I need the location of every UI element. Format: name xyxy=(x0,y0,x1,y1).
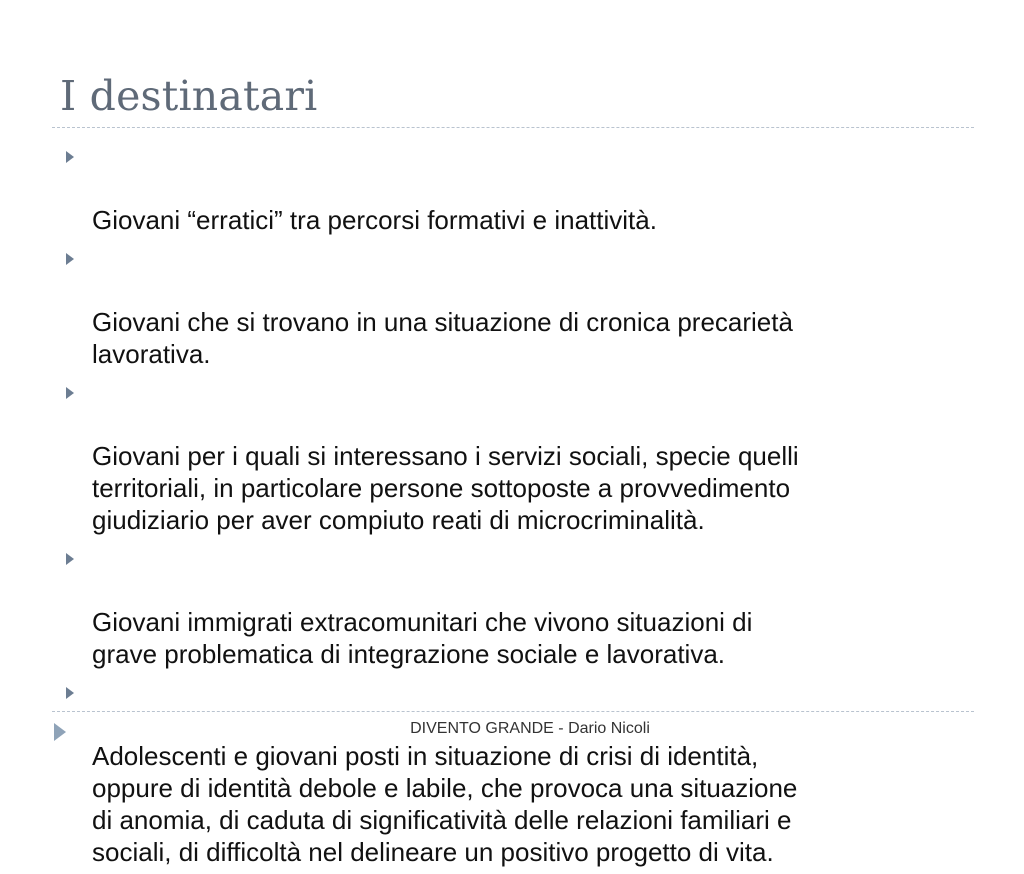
triangle-bullet-icon xyxy=(66,151,74,163)
bullet-text: Giovani per i quali si interessano i servizi sociali, specie quelli territoriali, in particolare persone sottoposte a provvedimento giudiziario per aver compiuto reati di microcriminalità. xyxy=(92,441,799,535)
bullet-list xyxy=(0,140,1000,874)
bullet-item xyxy=(0,140,1000,236)
bullet-item xyxy=(0,242,1000,370)
bullet-text: Giovani che si trovano in una situazione di cronica precarietà lavorativa. xyxy=(92,307,793,369)
triangle-bullet-icon xyxy=(66,387,74,399)
bullet-item xyxy=(0,376,1000,536)
footer-text: DIVENTO GRANDE - Dario Nicoli xyxy=(410,720,650,737)
title-divider xyxy=(52,127,974,128)
triangle-bullet-icon xyxy=(66,687,74,699)
bullet-text: Giovani “erratici” tra percorsi formativi e inattività. xyxy=(92,205,657,235)
slide-title: I destinatari xyxy=(60,72,318,120)
triangle-bullet-icon xyxy=(66,253,74,265)
footer-divider xyxy=(52,711,974,712)
bullet-item xyxy=(0,542,1000,670)
bullet-text: Adolescenti e giovani posti in situazione di crisi di identità, oppure di identità debole e labile, che provoca una situazione di anomia, di caduta di significatività delle relazioni familiari e sociali, di difficoltà nel delineare un positivo progetto di vita. xyxy=(92,741,798,867)
bullet-text: Giovani immigrati extracomunitari che vivono situazioni di grave problematica di integrazione sociale e lavorativa. xyxy=(92,607,753,669)
bullet-item xyxy=(0,676,1000,868)
triangle-bullet-icon xyxy=(66,553,74,565)
next-slide-icon[interactable] xyxy=(54,723,66,741)
